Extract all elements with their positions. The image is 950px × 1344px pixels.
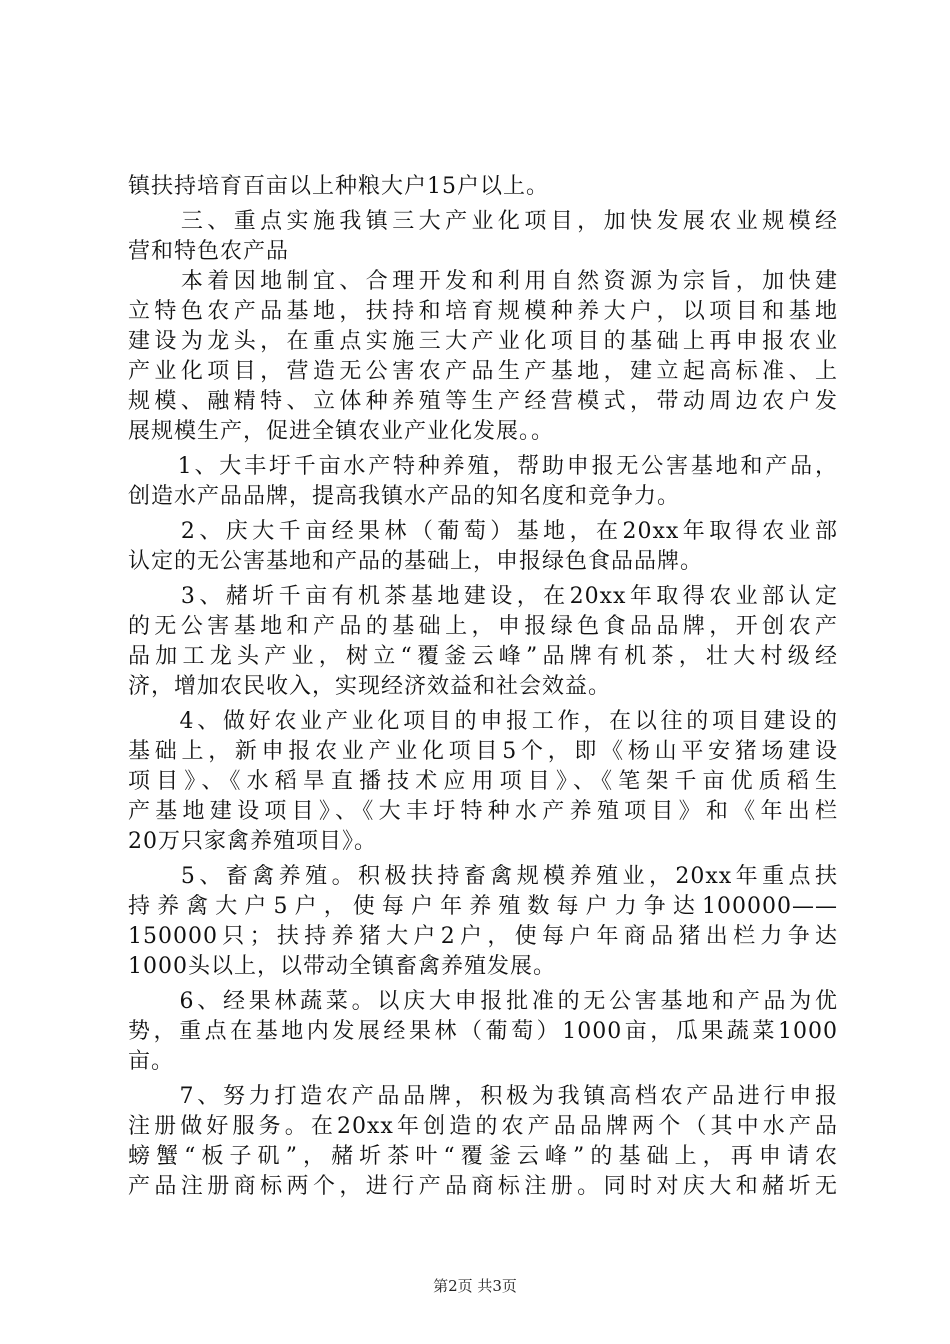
text-line: 规模、融精特、立体种养殖等生产经营模式，带动周边农户发 [128,389,838,414]
text-line: 150000只；扶持养猪大户2户，使每户年商品猪出栏力争达 [128,924,838,949]
text-line: 5、畜禽养殖。积极扶持畜禽规模养殖业，20xx年重点扶 [128,864,838,889]
text-line: 注册做好服务。在20xx年创造的农产品品牌两个（其中水产品 [128,1114,838,1139]
text-line: 品加工龙头产业，树立“覆釜云峰”品牌有机茶，壮大村级经 [128,644,838,669]
text-line: 螃蟹“板子矶”，赭圻茶叶“覆釜云峰”的基础上，再申请农 [128,1144,838,1169]
text-line: 项目》、《水稻旱直播技术应用项目》、《笔架千亩优质稻生 [128,769,838,794]
text-line: 3、赭圻千亩有机茶基地建设，在20xx年取得农业部认定 [128,584,838,609]
text-line: 展规模生产，促进全镇农业产业化发展。。 [128,419,555,444]
text-line: 三、重点实施我镇三大产业化项目，加快发展农业规模经 [128,209,838,234]
text-line: 势，重点在基地内发展经果林（葡萄）1000亩，瓜果蔬菜1000 [128,1019,838,1044]
text-line: 4、做好农业产业化项目的申报工作，在以往的项目建设的 [128,709,838,734]
text-line: 持养禽大户5户，使每户年养殖数每户力争达100000—— [128,894,838,919]
text-line: 营和特色农产品 [128,239,290,264]
text-line: 济，增加农民收入，实现经济效益和社会效益。 [128,674,612,699]
text-line: 产业化项目，营造无公害农产品生产基地，建立起高标准、上 [128,359,838,384]
text-line: 亩。 [128,1049,175,1074]
text-line: 7、努力打造农产品品牌，积极为我镇高档农产品进行申报 [128,1084,838,1109]
text-line: 6、经果林蔬菜。以庆大申报批准的无公害基地和产品为优 [128,989,838,1014]
text-line: 产基地建设项目》、《大丰圩特种水产养殖项目》和《年出栏 [128,799,838,824]
text-line: 本着因地制宜、合理开发和利用自然资源为宗旨，加快建 [128,269,838,294]
text-line: 20万只家禽养殖项目》。 [128,829,377,854]
text-line: 建设为龙头，在重点实施三大产业化项目的基础上再申报农业 [128,329,838,354]
page-footer: 第2页 共3页 [433,1277,517,1295]
text-line: 产品注册商标两个，进行产品商标注册。同时对庆大和赭圻无 [128,1174,838,1199]
text-line: 基础上，新申报农业产业化项目5个，即《杨山平安猪场建设 [128,739,838,764]
text-line: 的无公害基地和产品的基础上，申报绿色食品品牌，开创农产 [128,614,838,639]
text-line: 认定的无公害基地和产品的基础上，申报绿色食品品牌。 [128,549,704,574]
text-line: 立特色农产品基地，扶持和培育规模种养大户，以项目和基地 [128,299,838,324]
text-line: 2、庆大千亩经果林（葡萄）基地，在20xx年取得农业部 [128,519,838,544]
text-line: 创造水产品品牌，提高我镇水产品的知名度和竞争力。 [128,484,681,509]
text-line: 1000头以上，以带动全镇畜禽养殖发展。 [128,954,556,979]
text-line: 1、大丰圩千亩水产特种养殖，帮助申报无公害基地和产品， [128,454,838,479]
text-line: 镇扶持培育百亩以上种粮大户15户以上。 [128,174,549,199]
